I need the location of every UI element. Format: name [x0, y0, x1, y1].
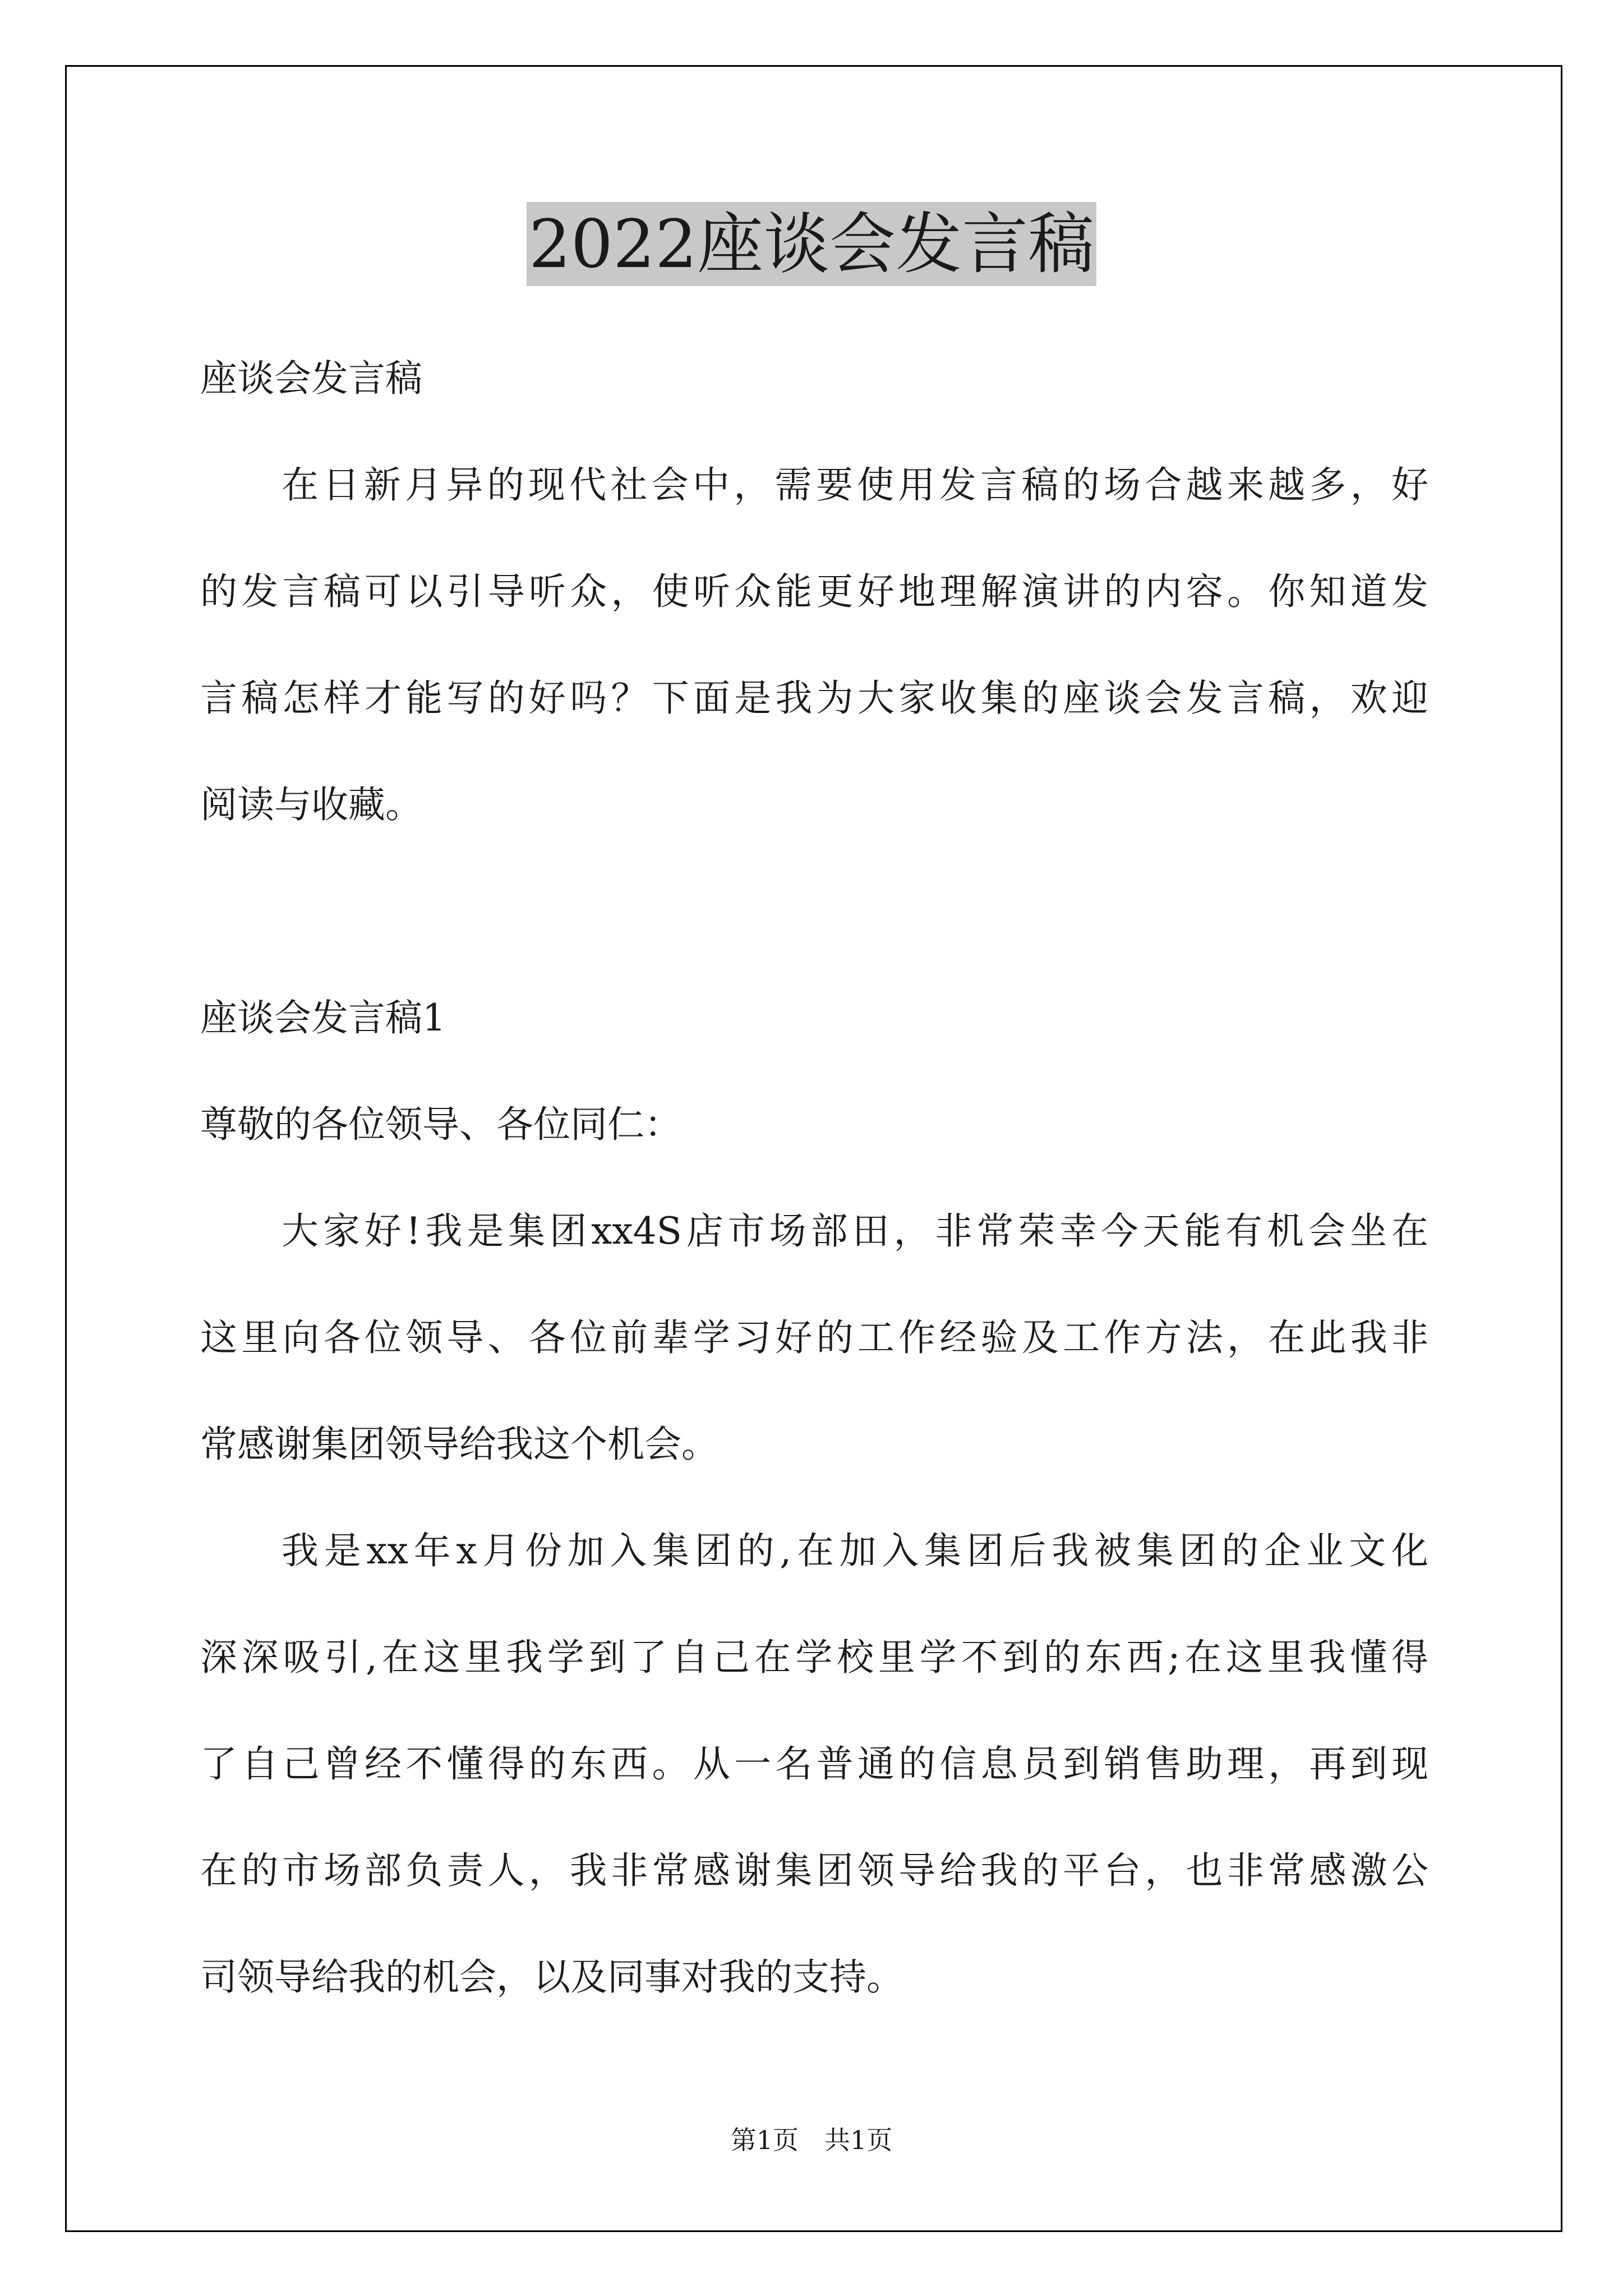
paragraph-line: 的发言稿可以引导听众，使听众能更好地理解演讲的内容。你知道发 [200, 570, 1428, 613]
paragraph-line: 在的市场部负责人，我非常感谢集团领导给我的平台，也非常感激公 [200, 1849, 1428, 1892]
salutation: 尊敬的各位领导、各位同仁： [200, 1103, 681, 1146]
paragraph-line: 深深吸引,在这里我学到了自己在学校里学不到的东西;在这里我懂得 [200, 1636, 1428, 1679]
page-number-footer: 第1页 共1页 [730, 2125, 893, 2155]
section-heading: 座谈会发言稿1 [200, 996, 446, 1039]
paragraph-line: 这里向各位领导、各位前辈学习好的工作经验及工作方法，在此我非 [200, 1316, 1428, 1359]
paragraph-line: 了自己曾经不懂得的东西。从一名普通的信息员到销售助理，再到现 [200, 1742, 1428, 1786]
document-title: 2022座谈会发言稿 [527, 202, 1096, 286]
paragraph-line: 我是xx年x月份加入集团的,在加入集团后我被集团的企业文化 [282, 1529, 1428, 1572]
paragraph-line: 常感谢集团领导给我这个机会。 [200, 1423, 718, 1466]
paragraph-line: 在日新月异的现代社会中，需要使用发言稿的场合越来越多，好 [282, 463, 1428, 507]
subtitle: 座谈会发言稿 [200, 357, 422, 400]
title-container [0, 202, 1623, 286]
paragraph-line: 言稿怎样才能写的好吗？下面是我为大家收集的座谈会发言稿，欢迎 [200, 677, 1428, 720]
paragraph-line: 阅读与收藏。 [200, 783, 422, 826]
paragraph-line: 大家好!我是集团xx4S店市场部田，非常荣幸今天能有机会坐在 [282, 1209, 1428, 1253]
paragraph-line: 司领导给我的机会，以及同事对我的支持。 [200, 1955, 903, 1999]
